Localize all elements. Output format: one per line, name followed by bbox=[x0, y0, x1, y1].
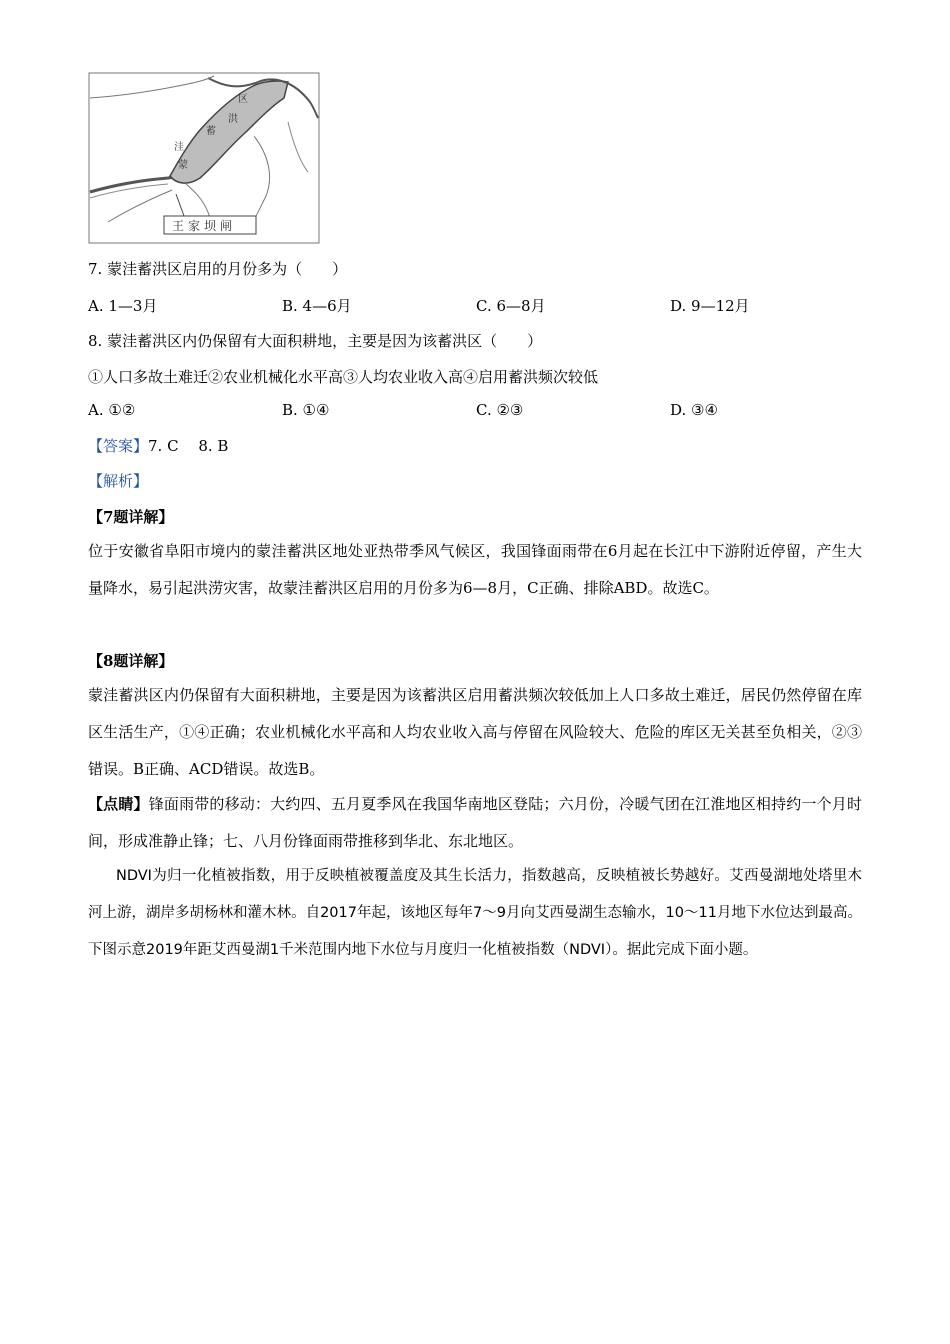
detail7-title: 【7题详解】 bbox=[88, 508, 174, 526]
q8-option-d: D. ③④ bbox=[670, 401, 718, 419]
q7-option-b: B. 4—6月 bbox=[282, 297, 352, 315]
q7-option-a: A. 1—3月 bbox=[88, 297, 158, 315]
map-label-meng: 蒙 bbox=[178, 160, 188, 171]
answer-line bbox=[88, 436, 228, 456]
answer-text: 7. C 8. B bbox=[148, 437, 229, 455]
map-label-wa: 洼 bbox=[174, 142, 184, 153]
q7-option-d: D. 9—12月 bbox=[670, 297, 750, 315]
q8-stem: 8. 蒙洼蓄洪区内仍保留有大面积耕地，主要是因为该蓄洪区（ ） bbox=[88, 332, 543, 350]
detail8-title: 【8题详解】 bbox=[88, 652, 174, 670]
q8-option-c: C. ②③ bbox=[476, 401, 524, 419]
detail8-body: 蒙洼蓄洪区内仍保留有大面积耕地，主要是因为该蓄洪区启用蓄洪频次较低加上人口多故土难迁，居民仍然停留在库区生活生产，①④正确；农业机械化水平高和人均农业收入高与停留在风险较大、危险的库区无关甚至负相关，②③错误。B正确、ACD错误。故选B。 bbox=[88, 686, 862, 778]
answer-label: 【答案】 bbox=[88, 437, 149, 455]
intro-paragraph: NDVI为归一化植被指数，用于反映植被覆盖度及其生长活力，指数越高，反映植被长势越好。艾西曼湖地处塔里木河上游，湖岸多胡杨林和灌木林。自2017年起，该地区每年7～9月向艾西曼湖生态输水，10～11月地下水位达到最高。下图示意2019年距艾西曼湖1千米范围内地下水位与月度归一化植被指数（NDVI）。据此完成下面小题。 bbox=[88, 868, 862, 958]
q8-option-a: A. ①② bbox=[88, 401, 136, 419]
q8-option-b: B. ①④ bbox=[282, 401, 330, 419]
map-label-flood-1: 洪 bbox=[228, 114, 238, 125]
map-label-gate: 王家坝闸 bbox=[172, 219, 237, 233]
flood-storage-map bbox=[88, 72, 320, 244]
q7-stem: 7. 蒙洼蓄洪区启用的月份多为（ ） bbox=[88, 260, 348, 278]
analysis-label: 【解析】 bbox=[88, 472, 149, 490]
tip-block bbox=[88, 786, 862, 860]
tip-body: 锋面雨带的移动：大约四、五月夏季风在我国华南地区登陆；六月份，冷暖气团在江淮地区相持约一个月时间，形成准静止锋；七、八月份锋面雨带推移到华北、东北地区。 bbox=[88, 795, 862, 850]
map-label-flood-2: 蓄 bbox=[206, 126, 216, 137]
map-label-region: 区 bbox=[238, 94, 248, 105]
tip-title: 【点睛】 bbox=[88, 795, 149, 813]
q8-statements: ①人口多故土难迁②农业机械化水平高③人均农业收入高④启用蓄洪频次较低 bbox=[88, 368, 599, 386]
q7-option-c: C. 6—8月 bbox=[476, 297, 546, 315]
detail7-body: 位于安徽省阜阳市境内的蒙洼蓄洪区地处亚热带季风气候区，我国锋面雨带在6月起在长江中下游附近停留，产生大量降水，易引起洪涝灾害，故蒙洼蓄洪区启用的月份多为6—8月，C正确、排除ABD。故选C。 bbox=[88, 542, 862, 597]
